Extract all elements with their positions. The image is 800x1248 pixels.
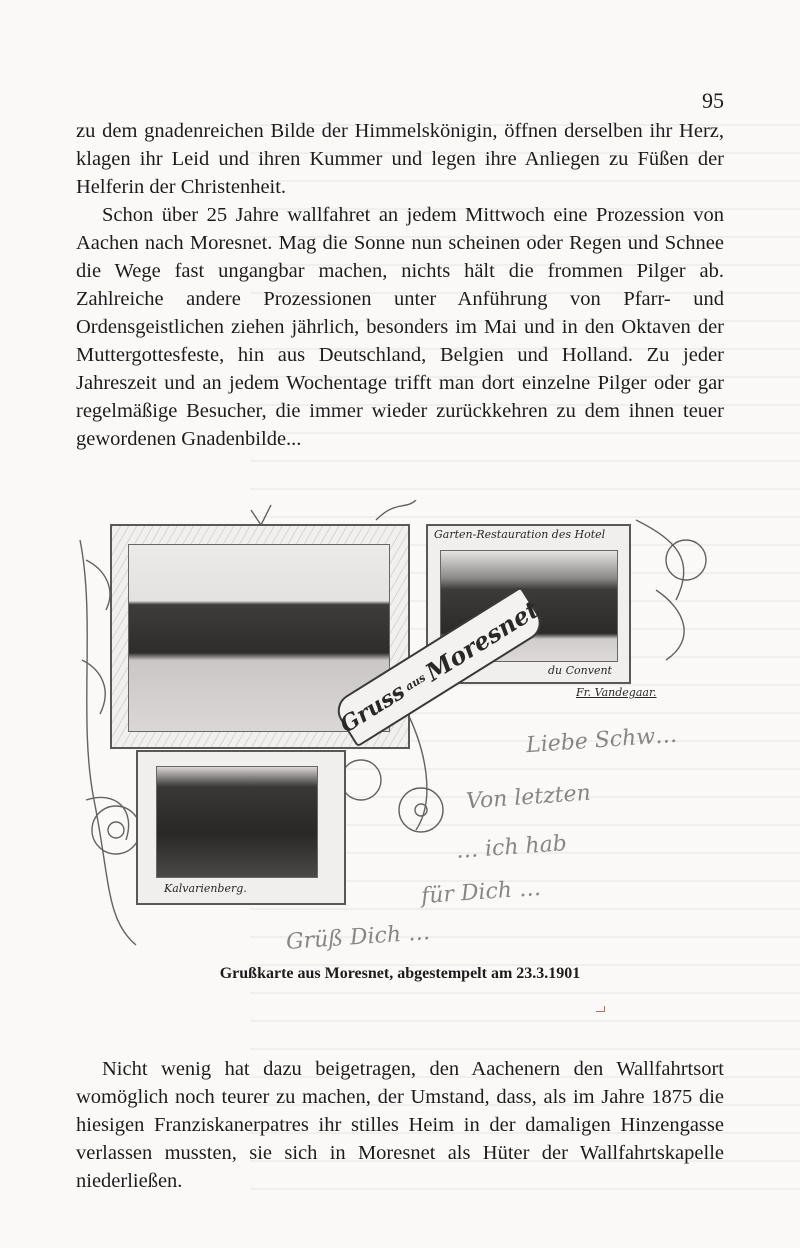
publisher-label: Fr. Vandegaar. bbox=[576, 686, 657, 699]
handwriting-line: Von letzten bbox=[465, 780, 592, 815]
paragraph: Nicht wenig hat dazu beigetragen, den Aachenern den Wallfahrtsort womöglich noch teurer zu machen, der Umstand, dass, als im Jahre 1875 die hiesigen Franziskanerpatres ihr stilles Heim in der damaligen Hinzengasse verlassen mussten, sie sich in Moresnet als Hüter der Wallfahrtskapelle niederließen. bbox=[76, 1058, 724, 1192]
figure-caption: Grußkarte aus Moresnet, abgestempelt am 23.3.1901 bbox=[219, 965, 581, 982]
stray-mark-icon bbox=[596, 1006, 605, 1012]
photo-sublabel-convent: du Convent bbox=[548, 664, 612, 677]
paragraph: Schon über 25 Jahre wallfahret an jedem Mittwoch eine Prozession von Aachen nach Moresnet. Mag die Sonne nun scheinen oder Regen und Schnee die Wege fast ungangbar machen, nichts hält die frommen Pilger ab. Zahlreiche andere Prozessionen unter Anführung von Pfarr- und Ordensgeistlichen ziehen jährlich, besonders im Mai und in den Oktaven der Muttergottesfeste, hin aus Deutschland, Belgien und Holland. Zu jeder Jahreszeit und an jedem Wochentage trifft man dort einzelne Pilger oder gar regelmäßige Besucher, die immer wieder zurückkehren zu dem ihnen teuer gewordenen Gnadenbilde... bbox=[76, 204, 724, 450]
handwriting-line: … ich hab bbox=[455, 831, 568, 864]
photo-calvary-hill bbox=[156, 766, 318, 878]
handwriting-line: Grüß Dich … bbox=[285, 920, 431, 955]
handwriting-line: für Dich … bbox=[420, 875, 542, 910]
photo-label-calvary: Kalvarienberg. bbox=[164, 882, 247, 895]
handwriting-line: Liebe Schw… bbox=[525, 722, 678, 759]
photo-label-garden: Garten-Restauration des Hotel bbox=[434, 528, 606, 541]
body-text-bottom bbox=[76, 1055, 724, 1195]
banner-place: Moresnet bbox=[419, 594, 544, 687]
postcard-figure bbox=[76, 500, 716, 955]
body-text-top bbox=[76, 117, 724, 453]
banner-gruss: Gruss bbox=[335, 678, 410, 739]
paragraph: zu dem gnadenreichen Bilde der Himmelskönigin, öffnen derselben ihr Herz, klagen ihr Leid und ihren Kummer und legen ihre Anliegen zu Füßen der Helferin der Christenheit. bbox=[76, 120, 724, 198]
page-number: 95 bbox=[702, 88, 724, 113]
photo-frame-calvary bbox=[136, 750, 346, 905]
banner-aus: aus bbox=[402, 670, 428, 694]
